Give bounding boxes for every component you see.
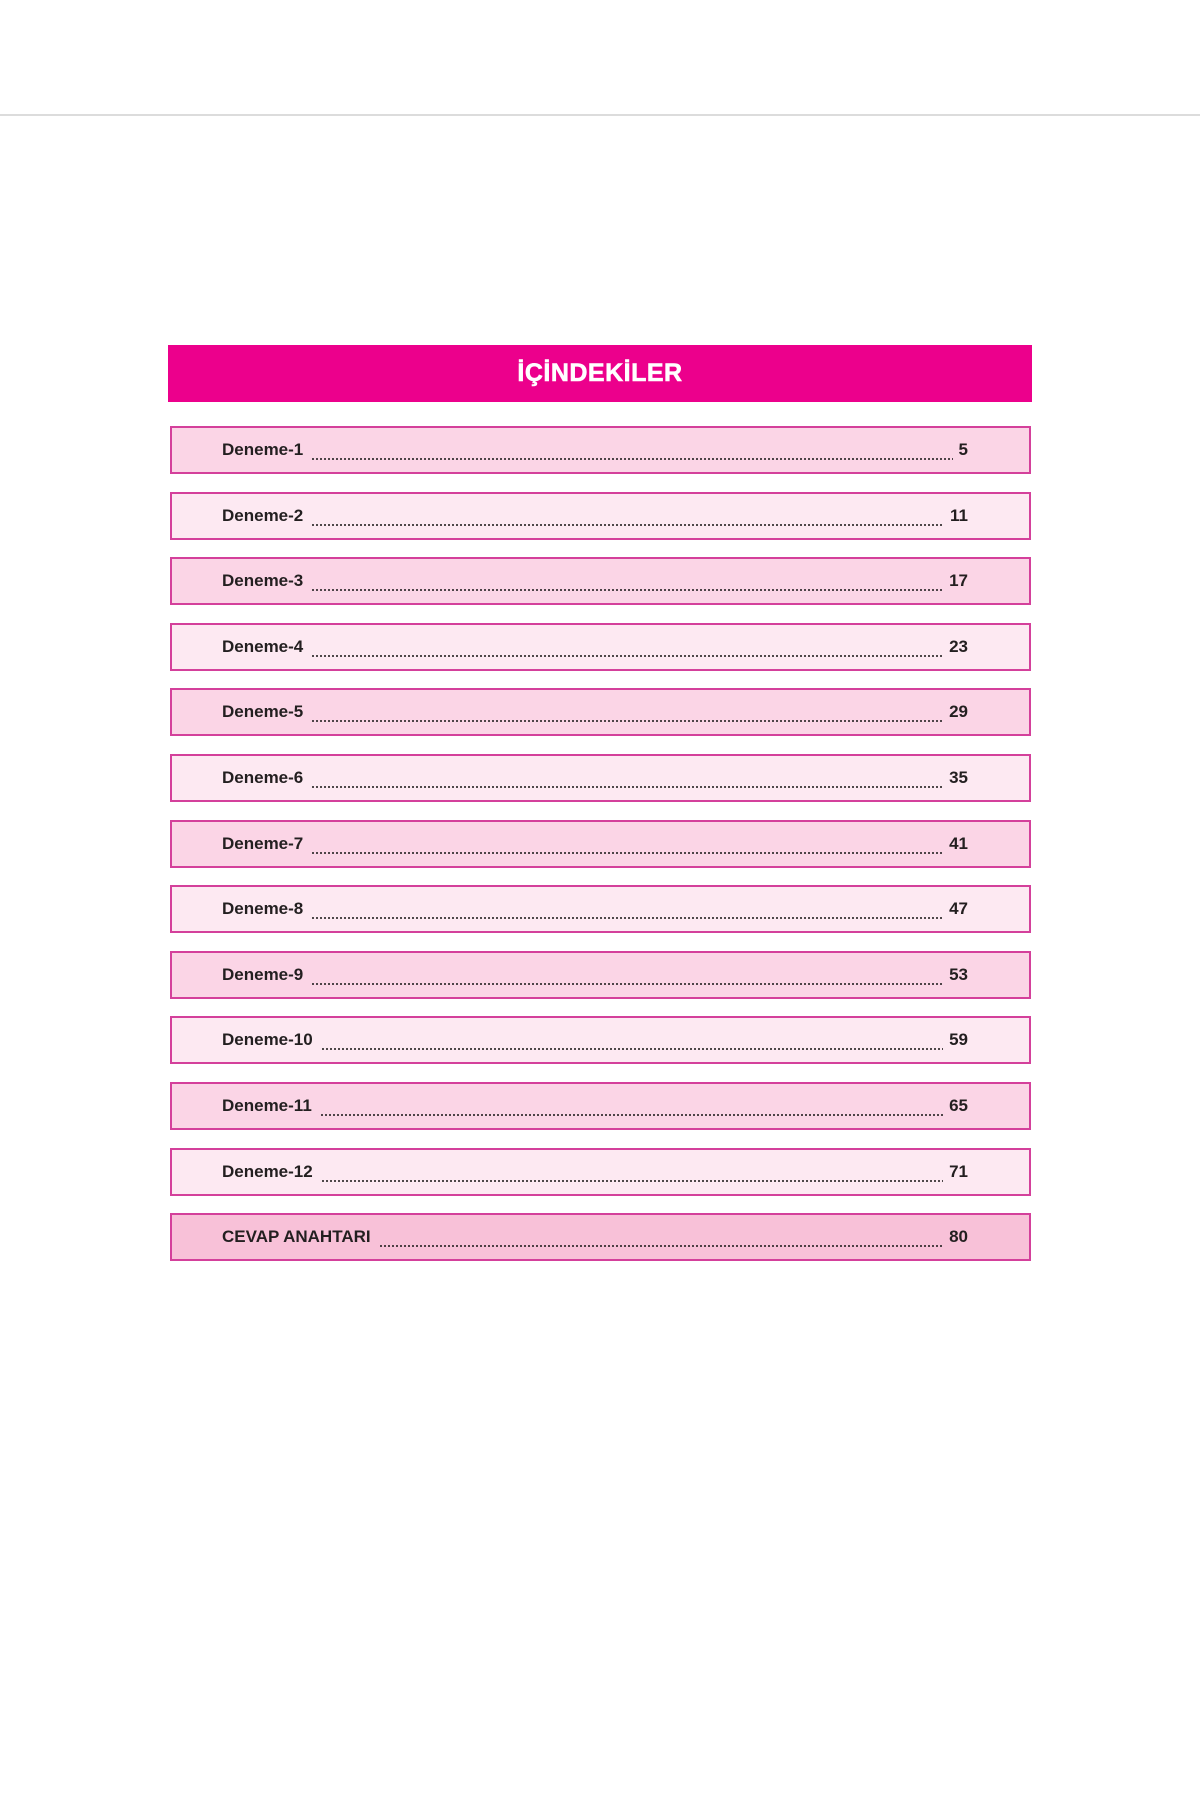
toc-entry-page-number: 80 [949, 1227, 968, 1247]
toc-entry-label: Deneme-2 [222, 505, 304, 525]
toc-dot-leader [311, 756, 943, 800]
toc-dot-leader [321, 1018, 943, 1062]
toc-entry[interactable] [170, 1016, 1031, 1064]
toc-entry-label: Deneme-11 [222, 1095, 312, 1115]
toc-entry-label: Deneme-10 [222, 1030, 313, 1050]
toc-entry-page-number: 65 [949, 1095, 968, 1115]
toc-entry[interactable] [170, 492, 1031, 540]
toc-title: İÇİNDEKİLER [517, 359, 683, 387]
toc-entry-page-number: 71 [949, 1161, 968, 1181]
toc-entry-label: Deneme-1 [222, 440, 304, 459]
toc-entry-page-number: 29 [949, 702, 968, 722]
toc-dot-leader [311, 494, 944, 538]
toc-entry-page-number: 11 [950, 505, 968, 525]
toc-dot-leader [311, 887, 943, 931]
table-of-contents [168, 345, 1032, 1279]
toc-dot-leader [320, 1084, 943, 1128]
toc-entry[interactable] [170, 885, 1031, 933]
toc-entry-label: Deneme-4 [222, 636, 304, 656]
toc-entry[interactable] [170, 820, 1031, 868]
toc-entry-label: Deneme-5 [222, 702, 304, 722]
toc-entry-page-number: 5 [958, 440, 968, 459]
toc-entry[interactable] [170, 754, 1031, 802]
toc-entry-label: Deneme-7 [222, 833, 304, 853]
toc-entry-page-number: 17 [949, 571, 968, 591]
toc-entry-page-number: 35 [949, 767, 968, 787]
toc-header [168, 345, 1032, 402]
toc-dot-leader [311, 690, 943, 734]
toc-entry[interactable] [170, 1148, 1031, 1196]
toc-entry[interactable] [170, 688, 1031, 736]
toc-entry[interactable] [170, 557, 1031, 605]
toc-entry-page-number: 53 [949, 964, 968, 984]
toc-entry-label: Deneme-9 [222, 964, 304, 984]
toc-dot-leader [311, 953, 943, 997]
toc-entry-page-number: 47 [949, 899, 968, 919]
toc-entry-label: Deneme-8 [222, 899, 304, 919]
toc-entry-label: Deneme-3 [222, 571, 304, 591]
toc-entry-page-number: 41 [949, 833, 968, 853]
toc-entry[interactable] [170, 623, 1031, 671]
top-divider [0, 114, 1200, 116]
toc-entry[interactable] [170, 426, 1031, 474]
toc-entry-label: Deneme-12 [222, 1161, 313, 1181]
toc-dot-leader [311, 559, 943, 603]
toc-dot-leader [311, 822, 943, 866]
toc-dot-leader [321, 1150, 943, 1194]
toc-entry-answer-key[interactable] [170, 1213, 1031, 1261]
toc-dot-leader [311, 625, 943, 669]
toc-entry-page-number: 59 [949, 1030, 968, 1050]
toc-dot-leader [311, 428, 952, 472]
toc-dot-leader [379, 1215, 943, 1259]
toc-entry[interactable] [170, 951, 1031, 999]
toc-list [168, 426, 1032, 1261]
toc-entry-label: Deneme-6 [222, 767, 304, 787]
toc-entry[interactable] [170, 1082, 1031, 1130]
toc-entry-label: CEVAP ANAHTARI [222, 1227, 371, 1247]
toc-entry-page-number: 23 [949, 636, 968, 656]
